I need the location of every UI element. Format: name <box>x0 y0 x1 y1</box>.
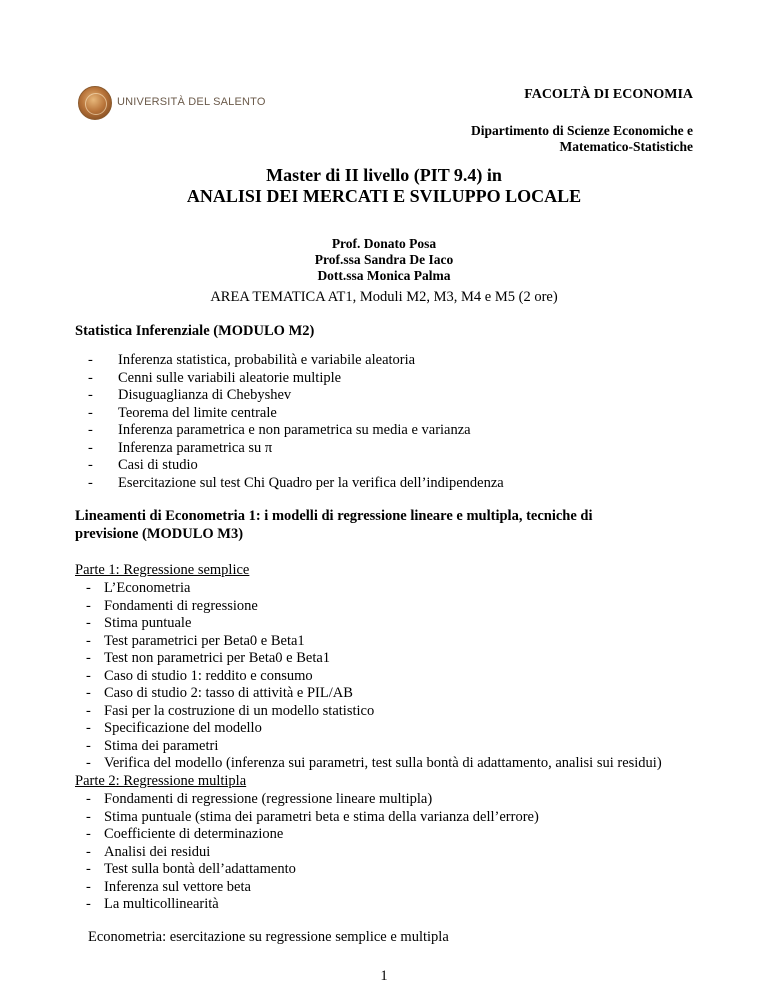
university-logo <box>78 86 266 120</box>
professors-list <box>0 236 768 284</box>
department-line-1: Dipartimento di Scienze Economiche e <box>471 123 693 138</box>
page-number: 1 <box>380 968 388 984</box>
professor-name: Dott.ssa Monica Palma <box>317 268 451 283</box>
list-item: - Test non parametrici per Beta0 e Beta1 <box>82 650 692 668</box>
faculty-name: FACOLTÀ DI ECONOMIA <box>524 87 693 102</box>
logo-text: UNIVERSITÀ DEL SALENTO <box>117 96 266 109</box>
title-line-1: Master di II livello (PIT 9.4) in <box>266 165 502 185</box>
professor-name: Prof. Donato Posa <box>331 236 437 251</box>
list-item: - Caso di studio 1: reddito e consumo <box>82 668 692 686</box>
list-item: - Inferenza statistica, probabilità e variabile aleatoria <box>88 352 708 370</box>
list-item: - Caso di studio 2: tasso di attività e PIL/AB <box>82 685 692 703</box>
list-item: - L’Econometria <box>82 580 692 598</box>
list-item: - Verifica del modello (inferenza sui parametri, test sulla bontà di adattamento, analisi sui residui) <box>82 755 692 773</box>
list-item: - Fasi per la costruzione di un modello statistico <box>82 703 692 721</box>
module-m3-heading <box>75 508 593 543</box>
part-1-list <box>82 580 692 773</box>
professor-name: Prof.ssa Sandra De Iaco <box>314 252 454 267</box>
list-item: - Teorema del limite centrale <box>88 405 708 423</box>
list-item: - Test parametrici per Beta0 e Beta1 <box>82 633 692 651</box>
module-m3-heading-line-2: previsione (MODULO M3) <box>75 525 244 542</box>
list-item: - Test sulla bontà dell’adattamento <box>82 861 692 879</box>
department-name <box>471 123 693 155</box>
list-item: - Coefficiente di determinazione <box>82 826 692 844</box>
list-item: - Inferenza sul vettore beta <box>82 879 692 897</box>
list-item: - Inferenza parametrica su π <box>88 440 708 458</box>
title-line-2: ANALISI DEI MERCATI E SVILUPPO LOCALE <box>186 186 582 206</box>
module-m2-list <box>88 352 708 492</box>
list-item: - Fondamenti di regressione (regressione lineare multipla) <box>82 791 692 809</box>
list-item: - Inferenza parametrica e non parametrica su media e varianza <box>88 422 708 440</box>
list-item: - Cenni sulle variabili aleatorie multiple <box>88 370 708 388</box>
list-item: - Esercitazione sul test Chi Quadro per la verifica dell’indipendenza <box>88 475 708 493</box>
part-2-list <box>82 791 692 914</box>
list-item: - Analisi dei residui <box>82 844 692 862</box>
module-m3-heading-line-1: Lineamenti di Econometria 1: i modelli di regressione lineare e multipla, tecniche di <box>75 508 593 524</box>
list-item: - Casi di studio <box>88 457 708 475</box>
area-tematica: AREA TEMATICA AT1, Moduli M2, M3, M4 e M5 (2 ore) <box>210 289 558 305</box>
document-title <box>0 165 768 207</box>
department-line-2: Matematico-Statistiche <box>559 139 693 154</box>
list-item: - Stima puntuale (stima dei parametri beta e stima della varianza dell’errore) <box>82 809 692 827</box>
part-2-title: Parte 2: Regressione multipla <box>75 773 247 789</box>
list-item: - Specificazione del modello <box>82 720 692 738</box>
list-item: - Disuguaglianza di Chebyshev <box>88 387 708 405</box>
list-item: - Fondamenti di regressione <box>82 598 692 616</box>
university-seal-icon <box>78 86 112 120</box>
list-item: - Stima dei parametri <box>82 738 692 756</box>
part-1-title: Parte 1: Regressione semplice <box>75 562 250 578</box>
module-m2-heading: Statistica Inferenziale (MODULO M2) <box>75 323 315 339</box>
list-item: - Stima puntuale <box>82 615 692 633</box>
econometrics-exercise: Econometria: esercitazione su regressione semplice e multipla <box>88 929 449 945</box>
list-item: - La multicollinearità <box>82 896 692 914</box>
